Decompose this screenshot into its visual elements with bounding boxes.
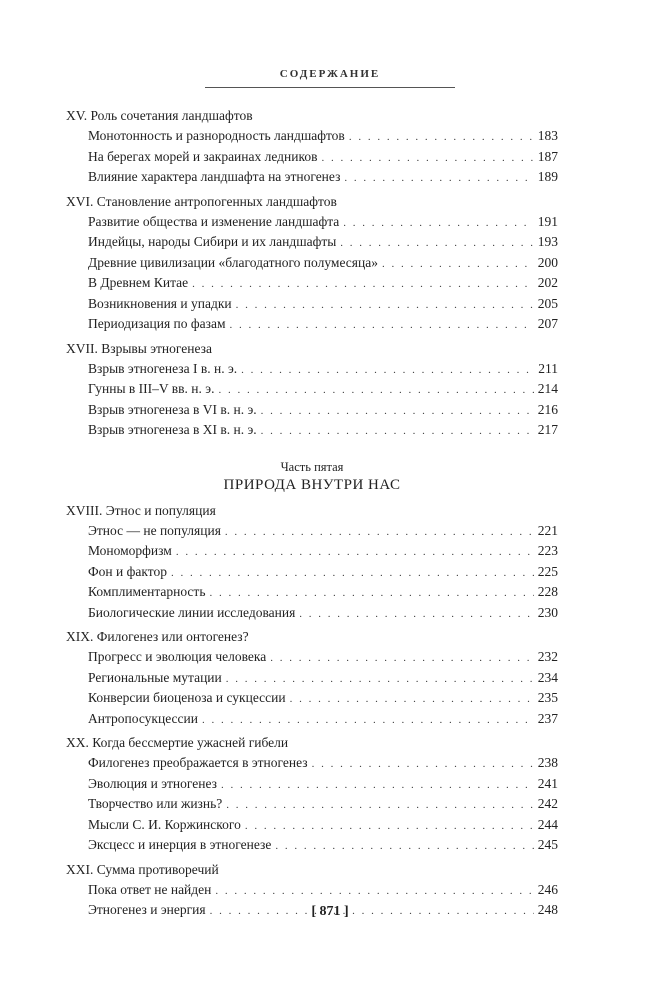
dot-leader bbox=[270, 648, 534, 669]
chapter-title[interactable]: XXI. Сумма противоречий bbox=[66, 861, 219, 877]
entry-page-number: 221 bbox=[537, 522, 558, 538]
part-heading bbox=[66, 459, 558, 495]
entry-page-number: 223 bbox=[537, 543, 558, 558]
toc-entry[interactable] bbox=[66, 562, 558, 583]
entry-label: Возникновения и упадки bbox=[88, 295, 232, 311]
chapter-title[interactable]: XVIII. Этнос и популяция bbox=[66, 502, 216, 518]
entry-page-number: 244 bbox=[537, 816, 558, 832]
entry-label: Периодизация по фазам bbox=[88, 316, 226, 331]
entry-page-number: 248 bbox=[537, 902, 558, 917]
toc-entry[interactable] bbox=[66, 253, 558, 274]
dot-leader bbox=[202, 710, 534, 731]
dot-leader bbox=[226, 795, 533, 816]
dot-leader bbox=[218, 380, 533, 401]
toc-entry[interactable] bbox=[66, 400, 558, 421]
dot-leader bbox=[209, 583, 533, 604]
entry-page-number: 235 bbox=[537, 690, 558, 705]
entry-label: Монотонность и разнородность ландшафтов bbox=[88, 128, 345, 143]
entry-page-number: 200 bbox=[537, 254, 558, 270]
entry-label: Биологические линии исследования bbox=[88, 604, 296, 620]
toc-entry[interactable] bbox=[66, 167, 558, 188]
dot-leader bbox=[171, 563, 534, 584]
toc-entry[interactable] bbox=[66, 668, 558, 689]
dot-leader bbox=[245, 816, 534, 837]
entry-label: Пока ответ не найден bbox=[88, 881, 212, 897]
toc-chapter bbox=[66, 106, 558, 188]
dot-leader bbox=[225, 522, 534, 543]
entry-label: Конверсии биоценоза и сукцессии bbox=[88, 690, 286, 705]
dot-leader bbox=[275, 836, 533, 857]
toc-entry[interactable] bbox=[66, 294, 558, 315]
entry-label: Древние цивилизации «благодатного полумесяца» bbox=[88, 254, 378, 270]
entry-label: Индейцы, народы Сибири и их ландшафты bbox=[88, 234, 337, 249]
dot-leader bbox=[382, 254, 534, 275]
toc-entry[interactable] bbox=[66, 232, 558, 253]
dot-leader bbox=[192, 274, 534, 295]
toc-entry[interactable] bbox=[66, 359, 558, 380]
entry-page-number: 232 bbox=[537, 649, 558, 664]
entry-label: Комплиментарность bbox=[88, 584, 206, 599]
dot-leader bbox=[221, 775, 534, 796]
toc-entry[interactable] bbox=[66, 273, 558, 294]
entry-label: Творчество или жизнь? bbox=[88, 796, 223, 811]
entry-page-number: 217 bbox=[537, 422, 558, 437]
toc-entry[interactable] bbox=[66, 420, 558, 441]
entry-page-number: 183 bbox=[537, 128, 558, 143]
entry-page-number: 228 bbox=[537, 584, 558, 599]
entry-label: Филогенез преображается в этногенез bbox=[88, 755, 308, 770]
dot-leader bbox=[230, 315, 534, 336]
toc-entry[interactable] bbox=[66, 212, 558, 233]
dot-leader bbox=[349, 127, 534, 148]
dot-leader bbox=[261, 401, 534, 422]
toc-entry[interactable] bbox=[66, 603, 558, 624]
toc-group-a bbox=[66, 106, 558, 441]
entry-page-number: 234 bbox=[537, 669, 558, 685]
dot-leader bbox=[215, 881, 533, 902]
chapter-title[interactable]: XV. Роль сочетания ландшафтов bbox=[66, 108, 253, 123]
toc-entry[interactable] bbox=[66, 709, 558, 730]
toc-chapter bbox=[66, 339, 558, 441]
toc-entry[interactable] bbox=[66, 126, 558, 147]
dot-leader bbox=[322, 148, 534, 169]
entry-label: Мономорфизм bbox=[88, 543, 172, 558]
entry-label: Развитие общества и изменение ландшафта bbox=[88, 213, 340, 229]
entry-label: Эксцесс и инерция в этногенезе bbox=[88, 837, 272, 852]
part-title: ПРИРОДА ВНУТРИ НАС bbox=[223, 476, 401, 493]
entry-page-number: 216 bbox=[537, 401, 558, 417]
toc-entry[interactable] bbox=[66, 794, 558, 815]
chapter-title[interactable]: XVII. Взрывы этногенеза bbox=[66, 340, 212, 356]
dot-leader bbox=[343, 213, 533, 234]
toc-entry[interactable] bbox=[66, 880, 558, 901]
entry-label: Мысли С. И. Коржинского bbox=[88, 816, 241, 832]
toc-chapter bbox=[66, 501, 558, 624]
toc-chapter bbox=[66, 733, 558, 856]
entry-label: Фон и фактор bbox=[88, 563, 167, 579]
toc-entry[interactable] bbox=[66, 688, 558, 709]
dot-leader bbox=[236, 295, 534, 316]
dot-leader bbox=[344, 168, 533, 189]
page-number: [ 871 ] bbox=[311, 904, 349, 919]
part-label: Часть пятая bbox=[280, 459, 344, 474]
entry-label: Влияние характера ландшафта на этногенез bbox=[88, 169, 341, 184]
entry-page-number: 211 bbox=[538, 360, 558, 376]
toc-entry[interactable] bbox=[66, 835, 558, 856]
toc-chapter bbox=[66, 192, 558, 335]
toc-entry[interactable] bbox=[66, 379, 558, 400]
entry-page-number: 205 bbox=[537, 295, 558, 311]
toc-entry[interactable] bbox=[66, 815, 558, 836]
entry-page-number: 237 bbox=[537, 710, 558, 726]
entry-page-number: 207 bbox=[537, 316, 558, 331]
dot-leader bbox=[261, 421, 534, 442]
entry-page-number: 230 bbox=[537, 604, 558, 620]
dot-leader bbox=[176, 542, 534, 563]
toc-entry[interactable] bbox=[66, 541, 558, 562]
entry-page-number: 246 bbox=[537, 881, 558, 897]
entry-page-number: 225 bbox=[537, 563, 558, 579]
entry-label: Этнос — не популяция bbox=[88, 522, 221, 538]
entry-label: На берегах морей и закраинах ледников bbox=[88, 148, 318, 164]
entry-label: Антропосукцессии bbox=[88, 710, 198, 726]
table-of-contents bbox=[66, 106, 558, 925]
toc-entry[interactable] bbox=[66, 147, 558, 168]
entry-label: Эволюция и этногенез bbox=[88, 775, 217, 791]
dot-leader bbox=[340, 233, 533, 254]
entry-page-number: 191 bbox=[537, 213, 558, 229]
toc-entry[interactable] bbox=[66, 774, 558, 795]
chapter-title[interactable]: XX. Когда бессмертие ужасней гибели bbox=[66, 735, 289, 750]
entry-label: Взрыв этногенеза в VI в. н. э. bbox=[88, 401, 257, 417]
entry-page-number: 245 bbox=[537, 837, 558, 852]
toc-group-b bbox=[66, 501, 558, 921]
entry-page-number: 193 bbox=[537, 234, 558, 249]
running-header bbox=[0, 68, 660, 88]
entry-page-number: 238 bbox=[537, 755, 558, 770]
entry-page-number: 242 bbox=[537, 796, 558, 811]
dot-leader bbox=[290, 689, 534, 710]
entry-page-number: 189 bbox=[537, 169, 558, 184]
entry-page-number: 241 bbox=[537, 775, 558, 791]
toc-entry[interactable] bbox=[66, 582, 558, 603]
header-title: СОДЕРЖАНИЕ bbox=[279, 68, 381, 80]
entry-label: Гунны в III–V вв. н. э. bbox=[88, 381, 215, 396]
chapter-title[interactable]: XIX. Филогенез или онтогенез? bbox=[66, 629, 249, 644]
dot-leader bbox=[226, 669, 534, 690]
entry-label: Прогресс и эволюция человека bbox=[88, 649, 267, 664]
entry-label: В Древнем Китае bbox=[88, 275, 189, 290]
toc-entry[interactable] bbox=[66, 521, 558, 542]
chapter-title[interactable]: XVI. Становление антропогенных ландшафтов bbox=[66, 193, 337, 209]
entry-label: Взрыв этногенеза I в. н. э. bbox=[88, 360, 238, 376]
toc-entry[interactable] bbox=[66, 753, 558, 774]
entry-page-number: 187 bbox=[537, 148, 558, 164]
toc-entry[interactable] bbox=[66, 314, 558, 335]
entry-label: Этногенез и энергия bbox=[88, 902, 206, 917]
toc-entry[interactable] bbox=[66, 647, 558, 668]
entry-label: Взрыв этногенеза в XI в. н. э. bbox=[88, 422, 257, 437]
header-rule bbox=[205, 87, 455, 88]
dot-leader bbox=[312, 754, 534, 775]
toc-chapter bbox=[66, 627, 558, 729]
dot-leader bbox=[241, 360, 534, 381]
dot-leader bbox=[299, 604, 533, 625]
entry-page-number: 214 bbox=[537, 381, 558, 396]
entry-label: Региональные мутации bbox=[88, 669, 222, 685]
entry-page-number: 202 bbox=[537, 275, 558, 290]
